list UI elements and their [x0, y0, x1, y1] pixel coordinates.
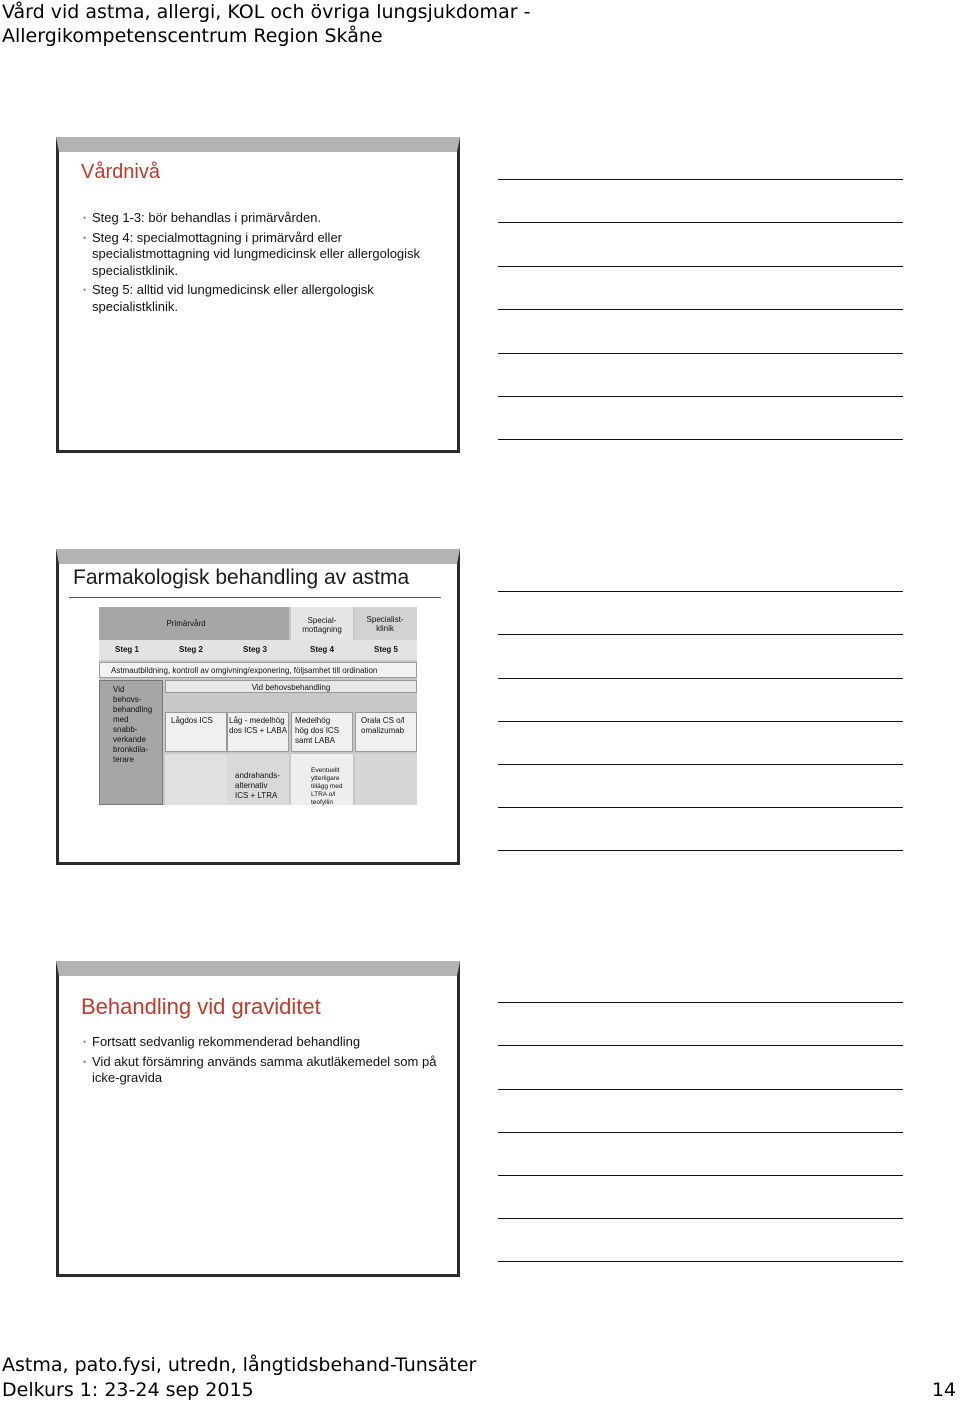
step-4-label: Steg 4 — [309, 645, 334, 654]
andrahandsalternativ-text: andrahands- alternativ ICS + LTRA — [235, 771, 280, 800]
bullet-dot-icon: • — [83, 1056, 87, 1067]
step-1-label: Steg 1 — [114, 645, 139, 654]
note-line — [498, 850, 903, 851]
treatment-text-orala-cs: Orala CS o/l omalizumab — [361, 716, 405, 735]
slide-graviditet — [56, 961, 460, 1277]
note-line — [498, 1089, 903, 1090]
treatment-text-lag-medelhog: Låg - medelhög dos ICS + LABA — [229, 716, 288, 735]
bullet-list — [83, 1034, 439, 1090]
page-number: 14 — [931, 1379, 956, 1401]
slide-title: Vårdnivå — [81, 161, 160, 183]
note-line — [498, 266, 903, 267]
treatment-text-lagdos: Lågdos ICS — [171, 716, 213, 725]
lower-cell-step5 — [355, 754, 417, 805]
eventuellt-text: Eventuellt ytterligare tillägg med LTRA o/l teofyllin — [311, 767, 343, 806]
note-line — [498, 222, 903, 223]
note-line — [498, 1175, 903, 1176]
bullet-item: • Vid akut försämring används samma akutläkemedel som på icke-gravida — [83, 1053, 437, 1085]
bullet-item: • Steg 4: specialmottagning i primärvård eller specialistmottagning vid lungmedicinsk eller allergologisk specialistklinik. — [83, 229, 421, 278]
bullet-dot-icon: • — [83, 213, 87, 223]
note-line — [498, 1261, 903, 1262]
note-line — [498, 721, 903, 722]
bullet-item: • Steg 5: alltid vid lungmedicinsk eller allergologisk specialistklinik. — [83, 282, 374, 314]
vid-behovsbehandling-label: Vid behovsbehandling — [251, 683, 331, 692]
slide-vardniva — [56, 137, 460, 453]
note-line — [498, 1002, 903, 1003]
header-line-1: Vård vid astma, allergi, KOL och övriga lungsjukdomar - — [2, 1, 531, 23]
note-line — [498, 764, 903, 765]
page-header — [2, 0, 530, 48]
bullet-dot-icon: • — [83, 232, 87, 243]
slide-title: Farmakologisk behandling av astma — [73, 566, 410, 589]
note-line — [498, 678, 903, 679]
bullet-dot-icon: • — [83, 285, 87, 295]
treatment-steps-diagram — [99, 607, 417, 805]
note-line — [498, 1045, 903, 1046]
vid-behov-text: Vid behovs- behandling med snabb- verkande bronkdila- terare — [113, 685, 153, 764]
note-line — [498, 179, 903, 180]
note-line — [498, 634, 903, 635]
bullet-list — [83, 210, 439, 318]
specialmottagning-label: Special- mottagning — [302, 616, 342, 634]
note-line — [498, 591, 903, 592]
lower-cell-step2 — [165, 754, 227, 805]
note-line — [498, 1218, 903, 1219]
note-line — [498, 807, 903, 808]
bullet-dot-icon: • — [83, 1037, 87, 1047]
footer-line-1: Astma, pato.fysi, utredn, långtidsbehand-Tunsäter — [2, 1354, 477, 1376]
bullet-item: • Fortsatt sedvanlig rekommenderad behandling — [83, 1034, 361, 1049]
note-line — [498, 1132, 903, 1133]
bullet-item: • Steg 1-3: bör behandlas i primärvården. — [83, 210, 322, 225]
step-2-label: Steg 2 — [178, 645, 203, 654]
note-line — [498, 309, 903, 310]
step-3-label: Steg 3 — [242, 645, 267, 654]
slide-farmakologisk-behandling — [56, 549, 460, 865]
note-line — [498, 439, 903, 440]
step-5-label: Steg 5 — [373, 645, 398, 654]
title-divider — [69, 597, 441, 598]
treatment-text-medelhog: Medelhög hög dos ICS samt LABA — [295, 716, 340, 745]
footer-line-2: Delkurs 1: 23-24 sep 2015 — [2, 1379, 254, 1401]
primarvard-label: Primärvård — [166, 619, 206, 628]
slide-title: Behandling vid graviditet — [81, 994, 321, 1019]
note-line — [498, 353, 903, 354]
header-line-2: Allergikompetenscentrum Region Skåne — [2, 25, 383, 47]
specialistklinik-label: Specialist- klinik — [366, 615, 404, 633]
banner-text: Astmautbildning, kontroll av omgivning/exponering, följsamhet till ordination — [111, 666, 378, 675]
note-line — [498, 396, 903, 397]
